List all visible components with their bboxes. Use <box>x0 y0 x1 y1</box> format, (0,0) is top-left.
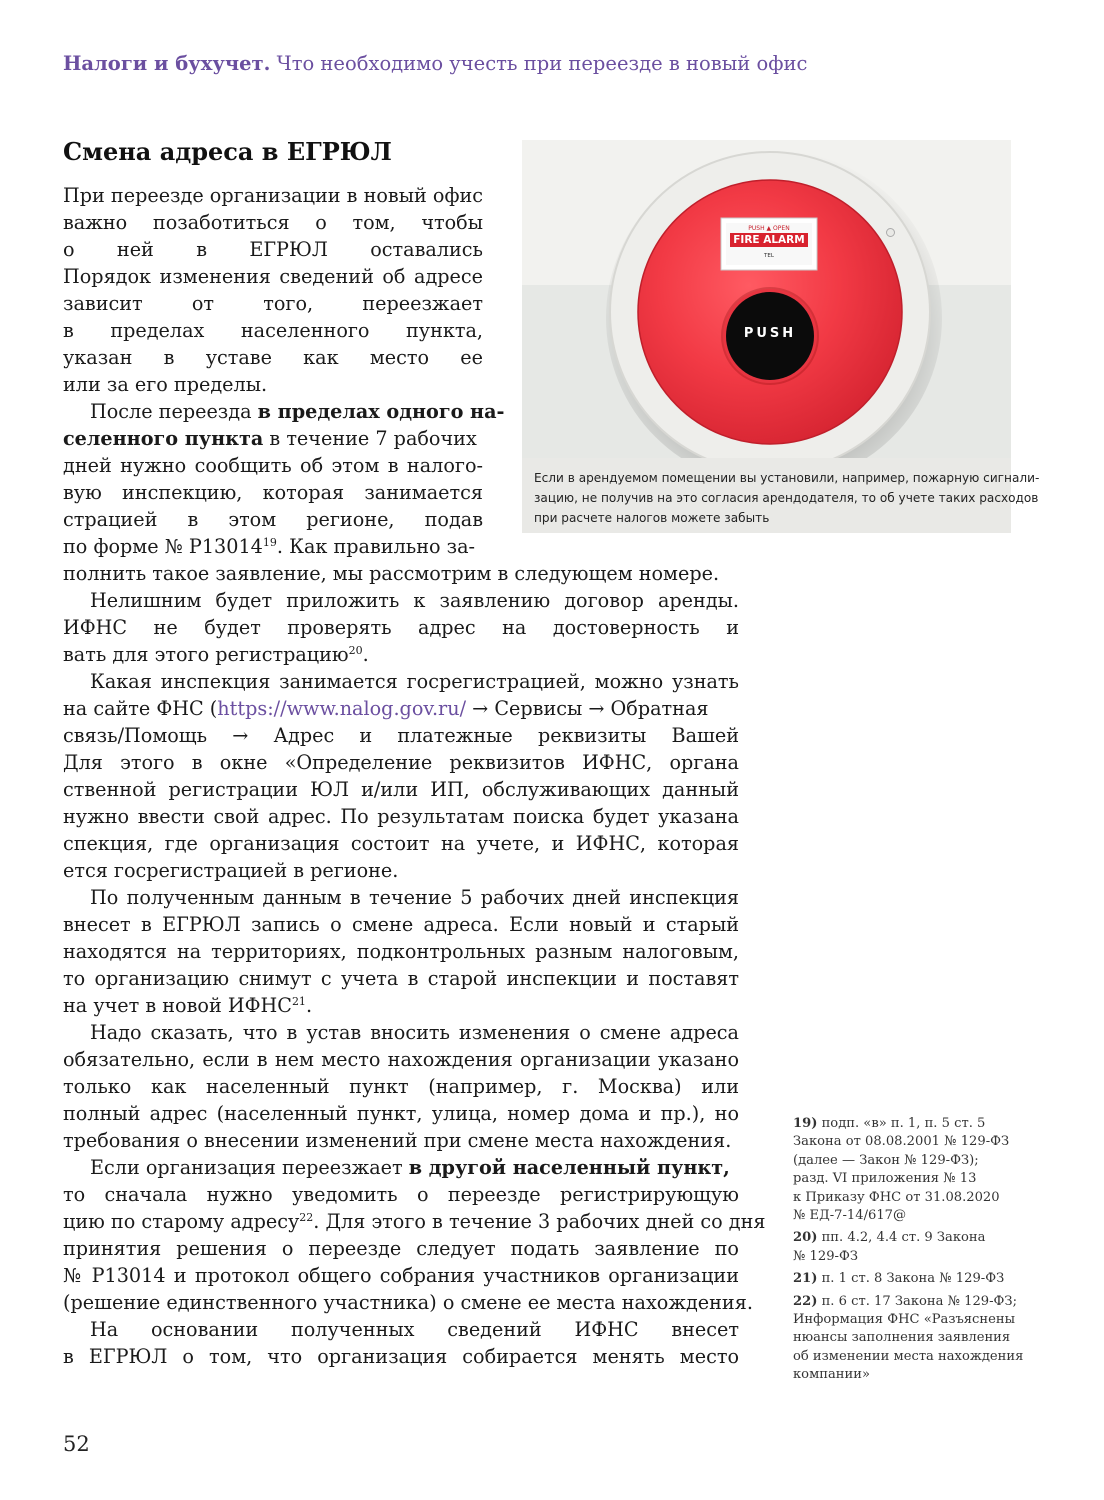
text-line: ется госрегистрацией в регионе. <box>63 859 399 882</box>
text-line: По полученным данным в течение 5 рабочих дней инспекция <box>90 886 739 909</box>
caption-line: Если в арендуемом помещении вы установили, например, пожарную сигнали- <box>534 471 1040 485</box>
text-run: После переезда <box>90 400 258 423</box>
running-head <box>63 52 807 75</box>
footnote-22 <box>793 1293 1023 1385</box>
text-line: дней нужно сообщить об этом в налого- <box>63 454 483 477</box>
push-button-label: PUSH <box>743 326 797 341</box>
footnote-20 <box>793 1229 1023 1266</box>
text-line: № Р13014 и протокол общего собрания участников организации <box>63 1264 739 1287</box>
running-head-title: Что необходимо учесть при переезде в новый офис <box>276 52 808 75</box>
footnote-21 <box>793 1270 1023 1288</box>
text-line: На основании полученных сведений ИФНС внесет <box>90 1318 739 1341</box>
footnote-line: компании» <box>793 1367 870 1383</box>
text-run: в течение 7 рабочих <box>263 427 477 450</box>
caption-line: при расчете налогов можете забыть <box>534 511 770 525</box>
text-line: полнить такое заявление, мы рассмотрим в следующем номере. <box>63 562 720 585</box>
text-line: в ЕГРЮЛ о том, что организация собирается менять место <box>63 1345 739 1368</box>
text-line <box>63 1154 765 1181</box>
footnote-line <box>793 1293 1023 1311</box>
text-line: то организацию снимут с учета в старой инспекции и поставят <box>63 967 739 990</box>
text-line: в пределах населенного пункта, <box>63 319 483 342</box>
text-line <box>63 641 765 668</box>
text-line: Порядок изменения сведений об адресе <box>63 265 483 288</box>
text-line: только как населенный пункт (например, г. Москва) или <box>63 1075 739 1098</box>
text-run: . <box>305 994 313 1017</box>
text-line: то сначала нужно уведомить о переезде регистрирующую <box>63 1183 739 1206</box>
footnote-ref: 20 <box>348 644 363 657</box>
text-line: ственной регистрации ЮЛ и/или ИП, обслуживающих данный <box>63 778 739 801</box>
text-line: требования о внесении изменений при смене места нахождения. <box>63 1129 732 1152</box>
text-line: Для этого в окне «Определение реквизитов ИФНС, органа <box>63 751 739 774</box>
section-heading: Смена адреса в ЕГРЮЛ <box>63 137 392 166</box>
text-line: находятся на территориях, подконтрольных разным налоговым, <box>63 940 739 963</box>
text-line: указан в уставе как место ее <box>63 346 483 369</box>
screw-icon <box>886 228 895 237</box>
sign-main-text: FIRE ALARM <box>730 233 808 247</box>
text-line: связь/Помощь → Адрес и платежные реквизиты Вашей <box>63 724 739 747</box>
footnote-line: № ЕД-7-14/617@ <box>793 1208 907 1224</box>
text-run: вать для этого регистрацию <box>63 643 349 666</box>
sign-top-text: PUSH ▲ OPEN <box>748 225 790 232</box>
footnote-line <box>793 1270 1023 1288</box>
text-line: (решение единственного участника) о смене ее места нахождения. <box>63 1291 753 1314</box>
footnote-line <box>793 1229 1023 1247</box>
footnote-text: подп. «в» п. 1, п. 5 ст. 5 <box>817 1116 986 1131</box>
running-head-section: Налоги и бухучет. <box>63 52 271 75</box>
text-line: или за его пределы. <box>63 373 268 396</box>
footnote-line: об изменении места нахождения <box>793 1348 1024 1364</box>
bold-run: в другой населенный пункт, <box>408 1156 730 1179</box>
text-run: на учет в новой ИФНС <box>63 994 292 1017</box>
text-run: . Как правильно за- <box>276 535 476 558</box>
footnote-line: нюансы заполнения заявления <box>793 1330 1011 1346</box>
footnote-line: Информация ФНС «Разъяснены <box>793 1312 1016 1328</box>
text-line: Нелишним будет приложить к заявлению договор аренды. <box>90 589 739 612</box>
text-line: спекция, где организация состоит на учете, и ИФНС, которая <box>63 832 739 855</box>
footnote-text: п. 6 ст. 17 Закона № 129-ФЗ; <box>817 1293 1017 1309</box>
text-line: нужно ввести свой адрес. По результатам поиска будет указана <box>63 805 739 828</box>
text-line <box>63 1208 765 1235</box>
text-run: → Сервисы → Обратная <box>466 697 709 720</box>
footnote-line: Закона от 08.08.2001 № 129-ФЗ <box>793 1134 1010 1150</box>
text-line: Какая инспекция занимается госрегистрацией, можно узнать <box>90 670 739 693</box>
footnote-line: разд. VI приложения № 13 <box>793 1171 977 1187</box>
footnote-line <box>793 1115 1023 1133</box>
text-run: на сайте ФНС ( <box>63 697 218 720</box>
footnote-number: 20) <box>793 1230 818 1246</box>
caption-line: зацию, не получив на это согласия арендодателя, то об учете таких расходов <box>534 491 1039 505</box>
text-line <box>63 695 765 722</box>
text-line <box>63 425 765 452</box>
footnote-text: п. 1 ст. 8 Закона № 129-ФЗ <box>817 1271 1005 1287</box>
text-line: обязательно, если в нем место нахождения организации указано <box>63 1048 739 1071</box>
footnote-line: № 129-ФЗ <box>793 1248 858 1264</box>
text-line <box>63 533 765 560</box>
text-line: внесет в ЕГРЮЛ запись о смене адреса. Если новый и старый <box>63 913 739 936</box>
page-number: 52 <box>63 1432 90 1456</box>
footnote-ref: 22 <box>299 1211 314 1224</box>
footnotes <box>793 1115 1023 1389</box>
text-line: страцией в этом регионе, подав <box>63 508 483 531</box>
text-line <box>63 398 765 425</box>
text-line: вую инспекцию, которая занимается <box>63 481 483 504</box>
text-line: о ней в ЕГРЮЛ оставались <box>63 238 483 261</box>
footnote-ref: 21 <box>291 995 306 1008</box>
text-run: по форме № Р13014 <box>63 535 263 558</box>
fns-link[interactable]: https://www.nalog.gov.ru/ <box>217 697 467 720</box>
footnote-line: к Приказу ФНС от 31.08.2020 <box>793 1189 1000 1205</box>
footnote-19 <box>793 1115 1023 1225</box>
text-line: принятия решения о переезде следует подать заявление по <box>63 1237 739 1260</box>
text-line: Надо сказать, что в устав вносить изменения о смене адреса <box>90 1021 739 1044</box>
sign-small-text: TEL <box>764 253 774 259</box>
text-run: . Для этого в течение 3 рабочих дней со дня <box>313 1210 766 1233</box>
text-line <box>63 992 765 1019</box>
text-run: цию по старому адресу <box>63 1210 300 1233</box>
footnote-number: 19) <box>793 1116 818 1131</box>
text-run: . <box>362 643 369 666</box>
footnote-number: 22) <box>793 1293 818 1309</box>
bold-run: в пределах одного на- <box>257 400 505 423</box>
article-body <box>63 182 765 1370</box>
footnote-text: пп. 4.2, 4.4 ст. 9 Закона <box>817 1230 986 1246</box>
footnote-ref: 19 <box>262 536 277 549</box>
text-line: полный адрес (населенный пункт, улица, номер дома и пр.), но <box>63 1102 739 1125</box>
footnote-line: (далее — Закон № 129-ФЗ); <box>793 1152 979 1168</box>
footnote-number: 21) <box>793 1271 818 1287</box>
text-line: ИФНС не будет проверять адрес на достоверность и <box>63 616 739 639</box>
text-line: При переезде организации в новый офис <box>63 184 483 207</box>
bold-run: селенного пункта <box>63 427 264 450</box>
text-line: важно позаботиться о том, чтобы <box>63 211 483 234</box>
text-run: Если организация переезжает <box>90 1156 409 1179</box>
text-line: зависит от того, переезжает <box>63 292 483 315</box>
